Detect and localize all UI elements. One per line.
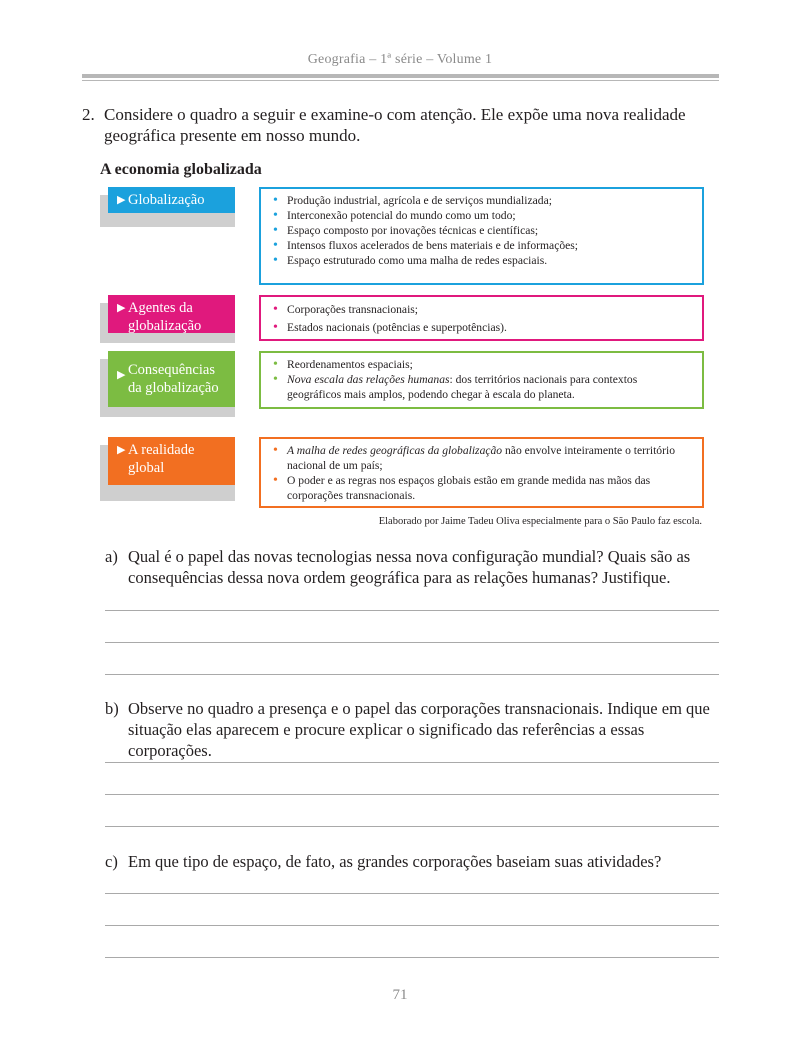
header-rule-thin xyxy=(82,80,719,81)
row-content-box xyxy=(259,187,704,285)
page-number: 71 xyxy=(392,987,408,1003)
list-item: • Intensos fluxos acelerados de bens materiais e de informações; xyxy=(273,238,579,253)
subquestion-a xyxy=(105,546,720,588)
table-row-agentes xyxy=(100,295,704,341)
subquestion-text: Em que tipo de espaço, de fato, as grandes corporações baseiam suas atividades? xyxy=(128,852,662,871)
subquestion-letter: b) xyxy=(105,699,119,718)
play-triangle-icon: ▶ xyxy=(117,369,126,381)
subquestion-text: Observe no quadro a presença e o papel das corporações transnacionais. Indique em que situação elas aparecem e procure explicar o significado das referências a essas corporações. xyxy=(128,699,710,760)
answer-line[interactable] xyxy=(105,794,719,795)
running-header: Geografia – 1ª série – Volume 1 xyxy=(307,52,493,67)
row-label: ▶ Consequências da globalização xyxy=(108,351,235,407)
answer-line[interactable] xyxy=(105,610,719,611)
list-item: • A malha de redes geográficas da globalização não envolve inteiramente o território nacional de um país; xyxy=(273,443,675,472)
list-item: • Produção industrial, agrícola e de serviços mundializada; xyxy=(273,193,552,208)
play-triangle-icon: ▶ xyxy=(117,194,126,206)
answer-line[interactable] xyxy=(105,893,719,894)
list-item: • Espaço composto por inovações técnicas e científicas; xyxy=(273,223,539,238)
table-row-realidade xyxy=(100,437,704,508)
answer-line[interactable] xyxy=(105,826,719,827)
play-triangle-icon: ▶ xyxy=(117,302,126,314)
answer-line[interactable] xyxy=(105,642,719,643)
table-row-globalizacao xyxy=(100,187,704,285)
answer-line[interactable] xyxy=(105,957,719,958)
list-item: • O poder e as regras nos espaços globais estão em grande medida nas mãos das corporações transnacionais. xyxy=(273,473,651,502)
row-label: ▶ Globalização xyxy=(108,187,235,213)
list-item: • Reordenamentos espaciais; xyxy=(273,357,413,372)
subquestion-c xyxy=(105,851,720,872)
list-item: • Espaço estruturado como uma malha de redes espaciais. xyxy=(273,253,548,268)
list-item: • Estados nacionais (potências e superpotências). xyxy=(273,320,507,335)
list-item: • Nova escala das relações humanas: dos territórios nacionais para contextos geográficos mais amplos, podendo chegar à escala do planeta. xyxy=(273,372,638,401)
subquestion-text: Qual é o papel das novas tecnologias nessa nova configuração mundial? Quais são as consequências dessa nova ordem geográfica para as relações humanas? Justifique. xyxy=(128,547,691,587)
answer-line[interactable] xyxy=(105,674,719,675)
question-number: 2. xyxy=(82,105,95,124)
row-content-box xyxy=(259,295,704,341)
row-content-box xyxy=(259,437,704,508)
list-item: • Corporações transnacionais; xyxy=(273,302,419,317)
answer-line[interactable] xyxy=(105,762,719,763)
row-label: ▶ A realidade global xyxy=(108,437,235,485)
list-item: • Interconexão potencial do mundo como um todo; xyxy=(273,208,516,223)
row-label: ▶ Agentes da globalização xyxy=(108,295,235,333)
subquestion-letter: a) xyxy=(105,547,118,566)
subquestion-letter: c) xyxy=(105,852,118,871)
subquestion-b xyxy=(105,698,720,761)
table-row-consequencias xyxy=(100,351,704,409)
row-content-box xyxy=(259,351,704,409)
header-rule xyxy=(82,74,719,78)
table-title: A economia globalizada xyxy=(100,161,262,178)
table-credit: Elaborado por Jaime Tadeu Oliva especialmente para o São Paulo faz escola. xyxy=(378,516,702,527)
play-triangle-icon: ▶ xyxy=(117,444,126,456)
question-2 xyxy=(82,104,722,146)
question-text: Considere o quadro a seguir e examine-o com atenção. Ele expõe uma nova realidade geográfica presente em nosso mundo. xyxy=(104,105,686,145)
answer-line[interactable] xyxy=(105,925,719,926)
